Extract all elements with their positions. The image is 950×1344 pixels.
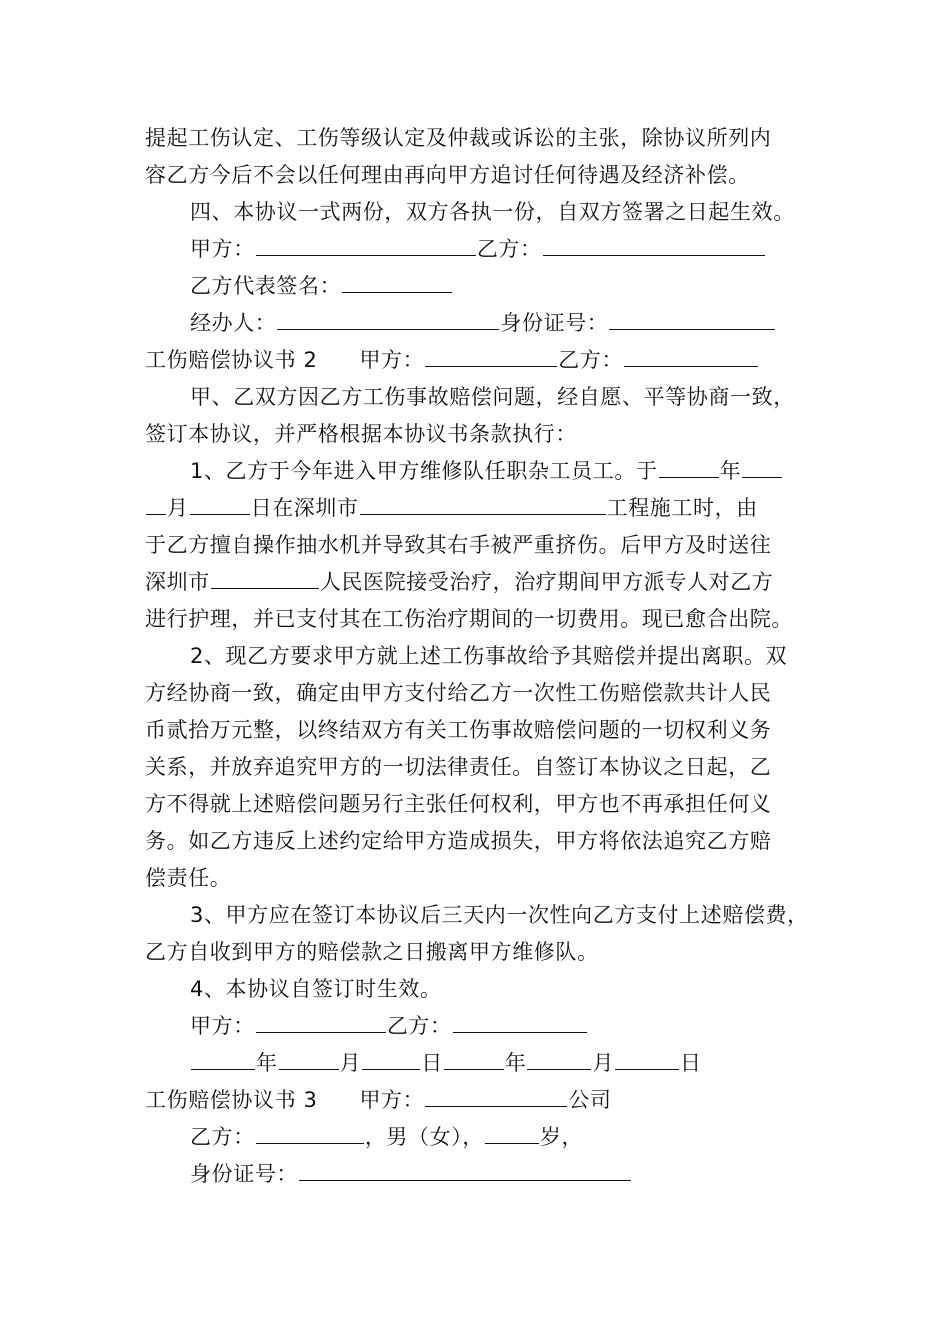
blank-field[interactable] (277, 309, 499, 330)
blank-field[interactable] (362, 1049, 420, 1070)
text-line: 身份证号： (190, 1160, 632, 1188)
text-line: 签订本协议，并严格根据本协议书条款执行： (145, 422, 577, 446)
blank-field[interactable] (659, 457, 719, 478)
text-line: 容乙方今后不会以任何理由再向甲方追讨任何待遇及经济补偿。 (145, 163, 750, 187)
blank-field[interactable] (425, 346, 557, 367)
signature-line: 乙方代表签名： (190, 272, 453, 300)
blank-field[interactable] (615, 1049, 679, 1070)
signature-line: 经办人： 身份证号： (190, 309, 776, 337)
signature-line: 甲方： 乙方： (190, 235, 766, 263)
date-line: 年 月 日 年 月 日 (190, 1049, 702, 1077)
blank-field[interactable] (609, 309, 775, 330)
text-line: 四、本协议一式两份，双方各执一份，自双方签署之日起生效。 (190, 200, 795, 224)
blank-field[interactable] (453, 1012, 587, 1033)
blank-field[interactable] (211, 568, 319, 589)
text-line: 币贰拾万元整，以终结双方有关工伤事故赔偿问题的一切权利义务 (145, 718, 772, 742)
text-line: 方经协商一致，确定由甲方支付给乙方一次性工伤赔偿款共计人民 (145, 681, 772, 705)
text-line: 2、现乙方要求甲方就上述工伤事故给予其赔偿并提出离职。双 (190, 644, 788, 668)
blank-field[interactable] (190, 494, 250, 515)
text-line: 进行护理，并已支付其在工伤治疗期间的一切费用。现已愈合出院。 (145, 607, 793, 631)
blank-field[interactable] (342, 272, 452, 293)
text-line: 提起工伤认定、工伤等级认定及仲裁或诉讼的主张，除协议所列内 (145, 126, 772, 150)
blank-field[interactable] (543, 235, 765, 256)
blank-field[interactable] (299, 1160, 631, 1181)
text-line: 4、本协议自签订时生效。 (190, 977, 442, 1001)
blank-field[interactable] (624, 346, 758, 367)
text-line: 偿责任。 (145, 866, 232, 890)
blank-field[interactable] (485, 1123, 539, 1144)
blank-field[interactable] (256, 1123, 364, 1144)
text-line: 乙方自收到甲方的赔偿款之日搬离甲方维修队。 (145, 940, 599, 964)
section-heading: 工伤赔偿协议书 2 甲方： 乙方： (145, 346, 759, 374)
blank-field[interactable] (425, 1086, 567, 1107)
text-line: 乙方： ，男（女）， 岁， (190, 1125, 584, 1149)
text-line: 关系，并放弃追究甲方的一切法律责任。自签订本协议之日起，乙 (145, 755, 772, 779)
text-line: 甲、乙双方因乙方工伤事故赔偿问题，经自愿、平等协商一致， (190, 385, 795, 409)
blank-field[interactable] (444, 1049, 504, 1070)
text-line: 务。如乙方违反上述约定给甲方造成损失，甲方将依法追究乙方赔 (145, 829, 772, 853)
text-line: 1、乙方于今年进入甲方维修队任职杂工员工。于 年 (190, 457, 783, 485)
blank-field[interactable] (146, 494, 166, 515)
blank-field[interactable] (742, 457, 782, 478)
text-line: 于乙方擅自操作抽水机并导致其右手被严重挤伤。后甲方及时送往 (145, 533, 772, 557)
blank-field[interactable] (360, 494, 606, 515)
blank-field[interactable] (191, 1049, 255, 1070)
blank-field[interactable] (279, 1049, 339, 1070)
text-line: 月 日在深圳市 工程施工时，由 (145, 494, 758, 522)
signature-line: 甲方： 乙方： (190, 1012, 588, 1040)
text-line: 方不得就上述赔偿问题另行主张任何权利，甲方也不再承担任何义 (145, 792, 772, 816)
text-line: 3、甲方应在签订本协议后三天内一次性向乙方支付上述赔偿费， (190, 903, 809, 927)
blank-field[interactable] (256, 235, 476, 256)
blank-field[interactable] (256, 1012, 386, 1033)
section-heading: 工伤赔偿协议书 3 甲方： 公司 (145, 1088, 612, 1112)
text-line: 深圳市 人民医院接受治疗，治疗期间甲方派专人对乙方 (145, 570, 774, 594)
blank-field[interactable] (527, 1049, 591, 1070)
